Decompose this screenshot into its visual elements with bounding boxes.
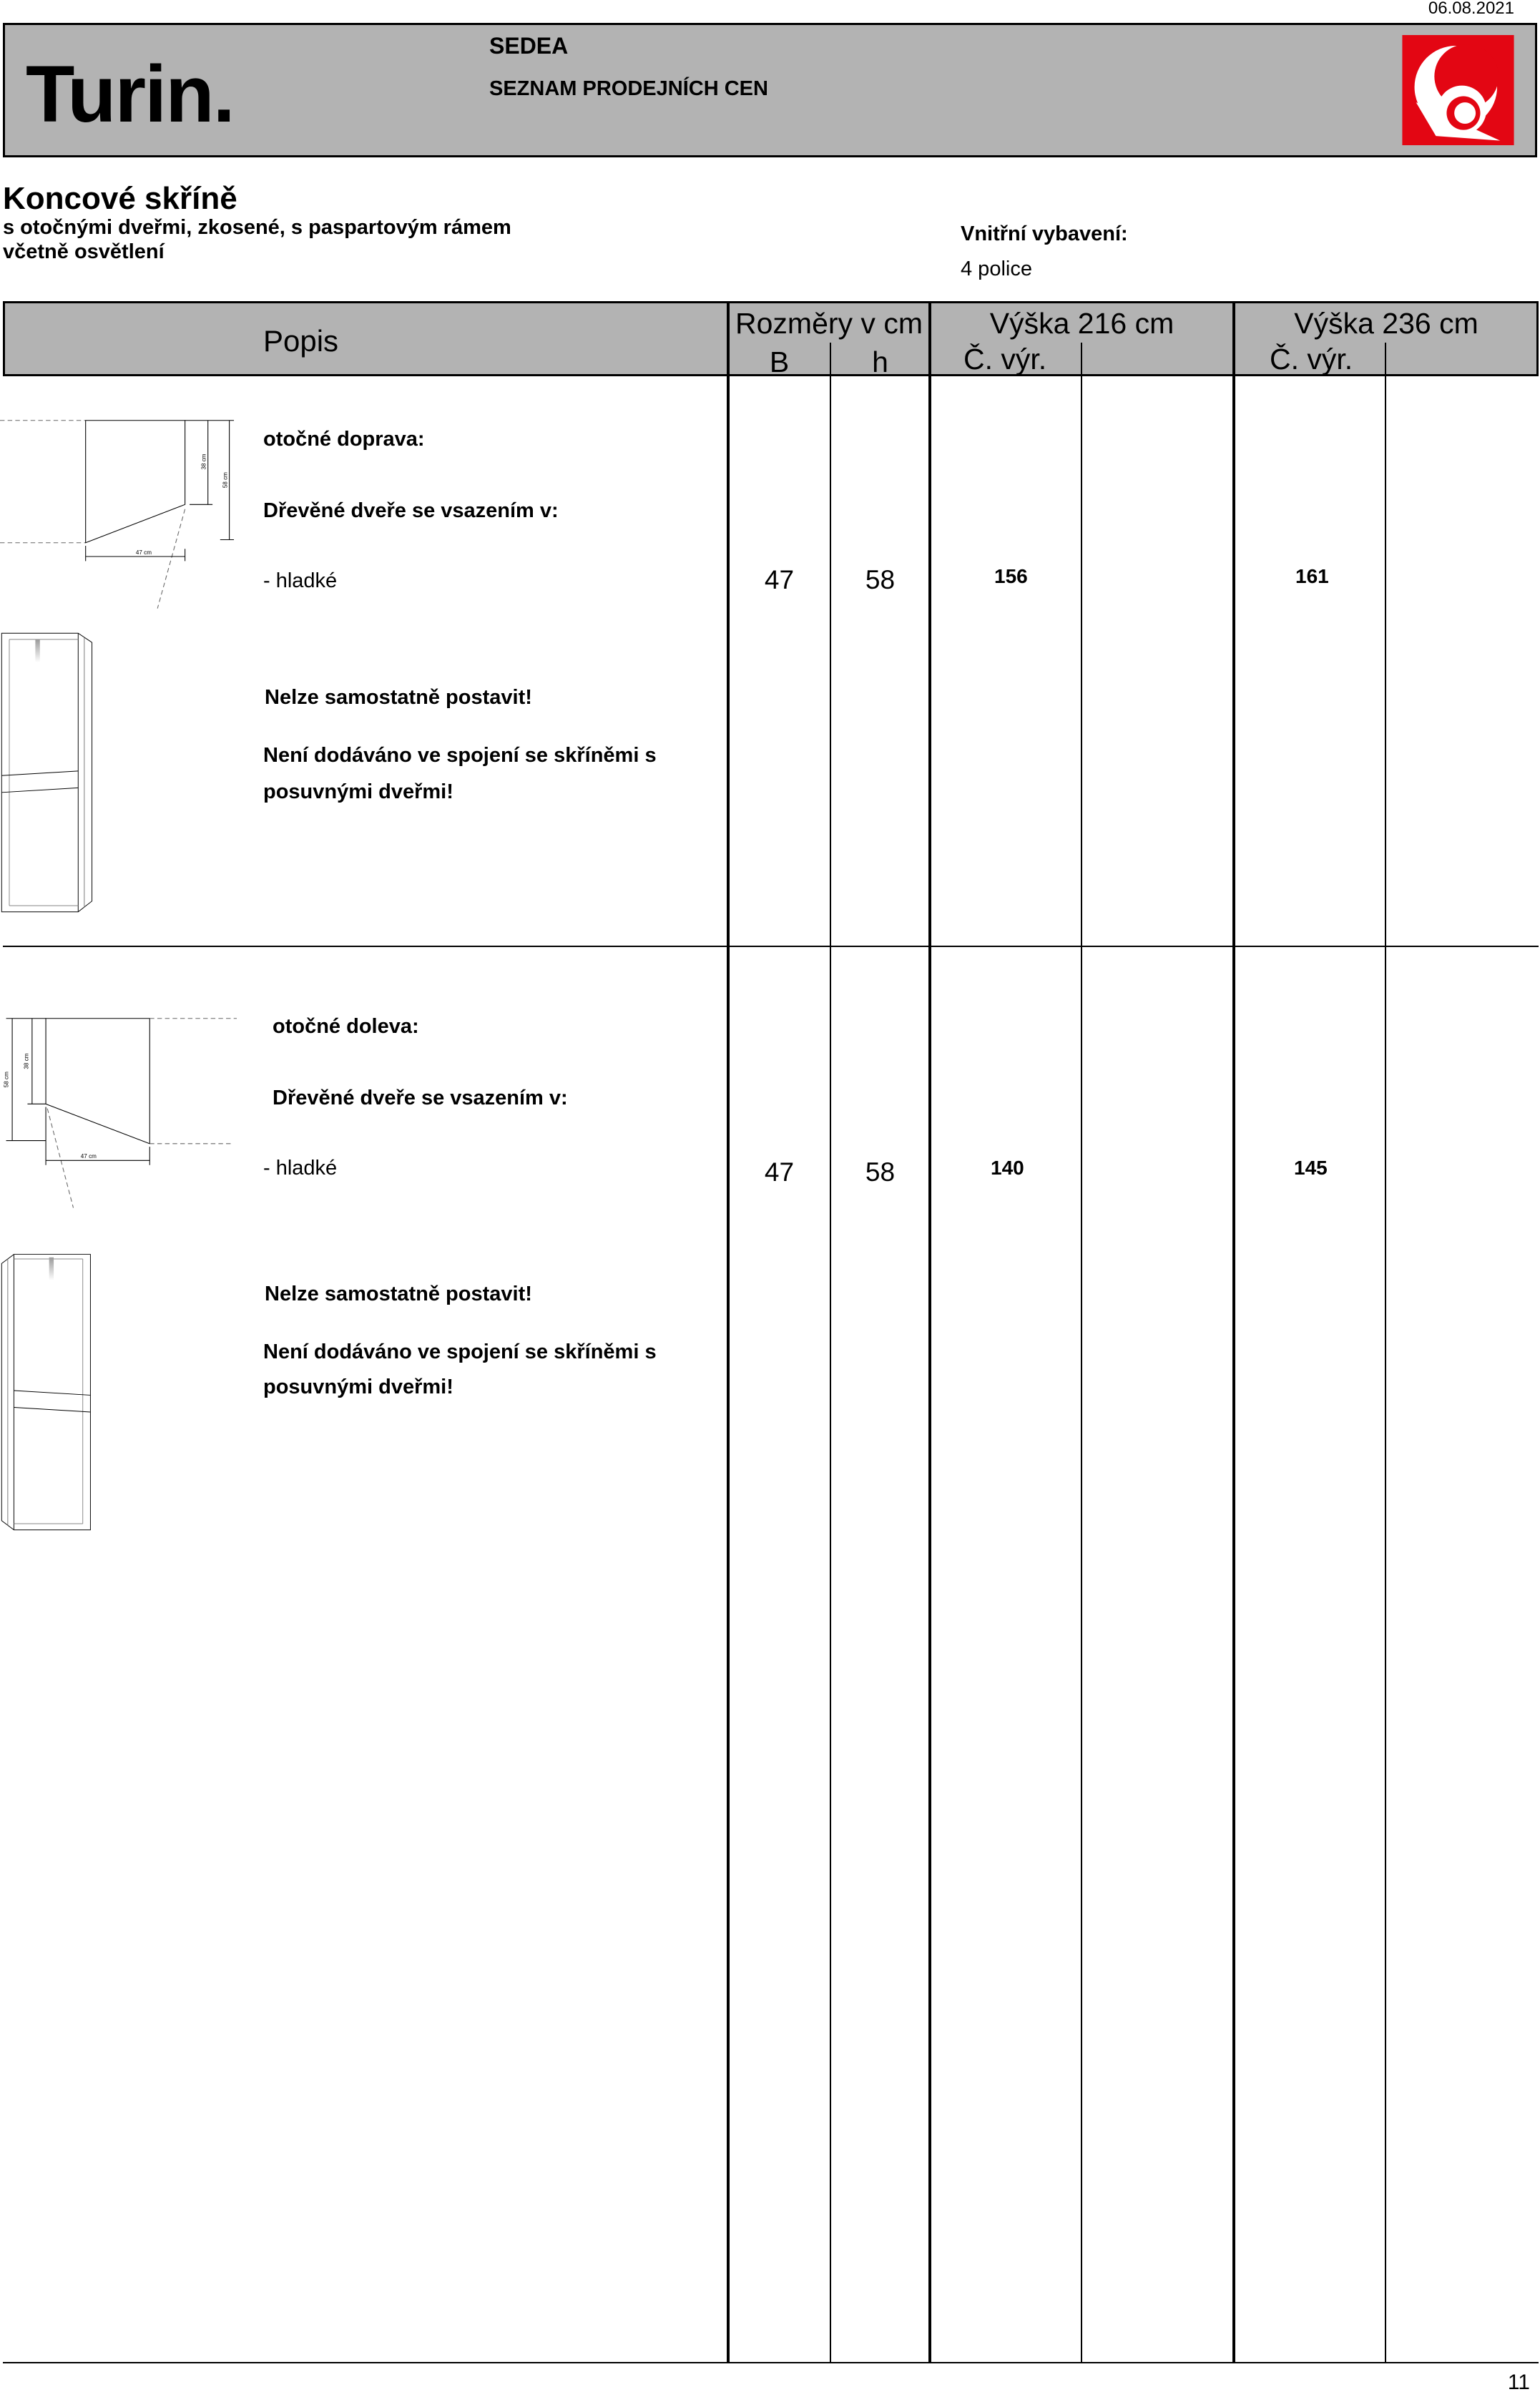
- dimension-label-side: 38 cm: [200, 454, 207, 470]
- door-divider-line: [14, 1408, 90, 1412]
- door-swing-line: [47, 1109, 73, 1208]
- section-description-line2: včetně osvětlení: [3, 240, 165, 263]
- cabinet-front-outline: [1, 1255, 90, 1530]
- row1-width: 47: [764, 565, 795, 594]
- page-number: 11: [1507, 2371, 1530, 2394]
- row2-opening: otočné doleva:: [273, 1015, 419, 1038]
- door-divider-line: [14, 1391, 90, 1395]
- collection-name: SEDEA: [489, 33, 569, 59]
- row1-depth: 58: [865, 565, 896, 594]
- dimension-label-width: 47 cm: [135, 549, 152, 556]
- header-item-no-216: Č. výr.: [963, 343, 1047, 376]
- row2-note1: Nelze samostatně postavit!: [265, 1283, 532, 1305]
- front-view-lines: [1, 1255, 90, 1530]
- column-divider: [830, 343, 831, 2363]
- interior-label: Vnitřní vybavení:: [961, 222, 1128, 245]
- row1-opening: otočné doprava:: [263, 428, 425, 451]
- row1-doors: Dřevěné dveře se vsazením v:: [263, 499, 559, 522]
- row1-note2-line1: Není dodáváno ve spojení se skříněmi s: [263, 744, 657, 767]
- top-view-drawing-left: [0, 1012, 237, 1211]
- front-view-lines: [1, 633, 92, 911]
- dimension-label-depth: 58 cm: [3, 1072, 10, 1088]
- door-divider-line: [1, 788, 78, 792]
- row1-item-216: 156: [994, 565, 1028, 587]
- header-description: Popis: [263, 324, 339, 358]
- row2-item-216: 140: [991, 1157, 1024, 1179]
- header-height-236: Výška 236 cm: [1294, 307, 1478, 340]
- header-height-216: Výška 216 cm: [989, 307, 1174, 340]
- dimension-label-width: 47 cm: [80, 1153, 97, 1160]
- document-date: 06.08.2021: [1428, 0, 1514, 18]
- row2-finish: - hladké: [263, 1157, 338, 1180]
- lighting-icon: [35, 639, 39, 662]
- dimension-label-depth: 58 cm: [222, 472, 229, 489]
- header-depth: h: [872, 345, 888, 378]
- row1-note1: Nelze samostatně postavit!: [265, 686, 532, 709]
- logo-inner-core: [1454, 102, 1476, 124]
- cabinet-outline: [46, 1019, 149, 1144]
- brand-title: Turin.: [26, 49, 234, 139]
- interior-value: 4 police: [961, 258, 1032, 280]
- column-divider: [1232, 301, 1235, 2363]
- table-bottom-line: [3, 2362, 1539, 2363]
- front-view-drawing-left: [0, 1248, 95, 1533]
- row-divider: [3, 946, 1539, 947]
- price-list-title: SEZNAM PRODEJNÍCH CEN: [489, 77, 768, 100]
- door-swing-line: [157, 509, 185, 609]
- row2-doors: Dřevěné dveře se vsazením v:: [273, 1087, 568, 1109]
- cabinet-outline: [86, 421, 185, 543]
- column-divider: [727, 301, 730, 2363]
- top-view-drawing-right: [0, 413, 245, 612]
- row1-item-236: 161: [1295, 565, 1329, 587]
- lighting-icon: [49, 1258, 54, 1280]
- header-dimensions: Rozměry v cm: [735, 307, 923, 340]
- section-description-line1: s otočnými dveřmi, zkosené, s paspartovým rámem: [3, 216, 511, 239]
- front-view-drawing-right: [0, 630, 95, 915]
- brand-logo-icon: [1402, 35, 1514, 145]
- row2-depth: 58: [865, 1157, 896, 1187]
- row1-finish: - hladké: [263, 569, 338, 592]
- column-divider: [928, 301, 931, 2363]
- header-width: B: [769, 345, 790, 378]
- row2-item-236: 145: [1294, 1157, 1328, 1179]
- section-title: Koncové skříně: [3, 181, 237, 216]
- row2-note2-line1: Není dodáváno ve spojení se skříněmi s: [263, 1340, 657, 1363]
- header-item-no-236: Č. výr.: [1270, 343, 1353, 376]
- column-divider: [1385, 343, 1386, 2363]
- column-divider: [1081, 343, 1082, 2363]
- row2-width: 47: [764, 1157, 795, 1187]
- door-divider-line: [1, 771, 78, 775]
- top-view-lines: [0, 421, 234, 609]
- row2-note2-line2: posuvnými dveřmi!: [263, 1376, 453, 1398]
- dimension-label-side: 38 cm: [23, 1053, 30, 1069]
- top-view-lines: [3, 1019, 237, 1208]
- row1-note2-line2: posuvnými dveřmi!: [263, 780, 453, 803]
